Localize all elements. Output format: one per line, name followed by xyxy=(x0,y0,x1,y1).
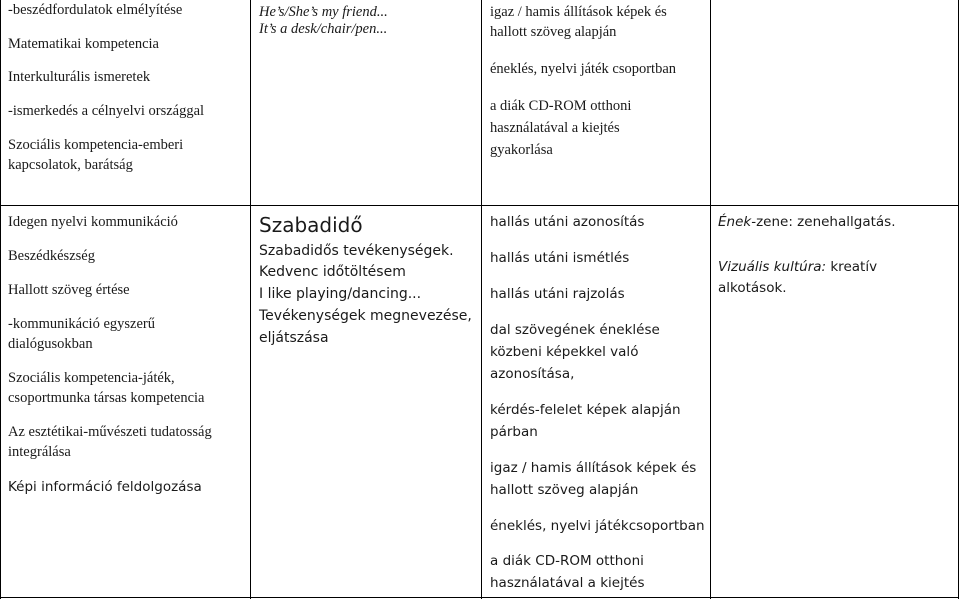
activity-line: hallott szöveg alapján xyxy=(490,482,639,498)
topic-line: Szabadidős tevékenységek. xyxy=(259,243,454,259)
activity-line: használatával a kiejtés xyxy=(490,575,645,591)
topic-heading: Szabadidő xyxy=(259,213,363,237)
competency-item: -ismerkedés a célnyelvi országgal xyxy=(8,103,205,119)
topic-line: Kedvenc időtöltésem xyxy=(259,264,406,280)
competency-item: dialógusokban xyxy=(8,336,93,352)
crosscurricular-line: alkotások. xyxy=(718,280,787,296)
subject-detail: kreatív xyxy=(826,259,878,275)
phrase-line: He’s/She’s my friend... xyxy=(259,4,388,20)
activity-line: párban xyxy=(490,424,538,440)
activity-line: használatával a kiejtés xyxy=(490,120,620,136)
competency-item: Interkulturális ismeretek xyxy=(8,69,151,85)
subject-name: Vizuális kultúra: xyxy=(718,259,827,275)
activity-line: hallás utáni azonosítás xyxy=(490,214,645,230)
competency-item: integrálása xyxy=(8,444,71,460)
column-divider xyxy=(481,0,482,599)
column-divider xyxy=(250,0,251,599)
competency-item: Szociális kompetencia-emberi xyxy=(8,137,184,153)
competency-item: Hallott szöveg értése xyxy=(8,282,130,298)
topic-line: I like playing/dancing... xyxy=(259,286,422,302)
activity-line: közbeni képekkel való xyxy=(490,344,639,360)
competency-item: -beszédfordulatok elmélyítése xyxy=(8,2,183,18)
competency-item: Idegen nyelvi kommunikáció xyxy=(8,214,178,230)
activity-line: kérdés-felelet képek alapján xyxy=(490,402,681,418)
activity-line: azonosítása, xyxy=(490,366,575,382)
activity-line: igaz / hamis állítások képek és xyxy=(490,4,667,20)
competency-item: Az esztétikai-művészeti tudatosság xyxy=(8,424,212,440)
competency-item: kapcsolatok, barátság xyxy=(8,157,133,173)
activity-line: a diák CD-ROM otthoni xyxy=(490,553,644,569)
topic-line: eljátszása xyxy=(259,330,329,346)
activity-line: hallott szöveg alapján xyxy=(490,24,617,40)
phrase-line: It’s a desk/chair/pen... xyxy=(259,21,388,37)
competency-item: -kommunikáció egyszerű xyxy=(8,316,155,332)
topic-line: Tevékenységek megnevezése, xyxy=(259,308,472,324)
activity-line: dal szövegének éneklése xyxy=(490,322,660,338)
activity-line: hallás utáni ismétlés xyxy=(490,250,630,266)
table-border-bottom xyxy=(0,597,959,598)
competency-item: Beszédkészség xyxy=(8,248,95,264)
competency-item: csoportmunka társas kompetencia xyxy=(8,390,205,406)
competency-item: Matematikai kompetencia xyxy=(8,36,159,52)
activity-line: igaz / hamis állítások képek és xyxy=(490,460,697,476)
table-border-left xyxy=(0,0,1,599)
crosscurricular-line xyxy=(718,258,877,277)
competency-item: Képi információ feldolgozása xyxy=(8,479,202,495)
activity-line: a diák CD-ROM otthoni xyxy=(490,98,632,114)
column-divider xyxy=(710,0,711,599)
table-border-right xyxy=(958,0,959,599)
subject-detail: -zene: zenehallgatás. xyxy=(751,214,896,230)
crosscurricular-line xyxy=(718,213,896,232)
row-divider xyxy=(0,205,959,206)
competency-item: Szociális kompetencia-játék, xyxy=(8,370,175,386)
subject-name: Ének xyxy=(718,214,752,230)
activity-line: éneklés, nyelvi játék csoportban xyxy=(490,61,677,77)
activity-line: hallás utáni rajzolás xyxy=(490,286,625,302)
activity-line: éneklés, nyelvi játékcsoportban xyxy=(490,518,705,534)
activity-line: gyakorlása xyxy=(490,142,553,158)
